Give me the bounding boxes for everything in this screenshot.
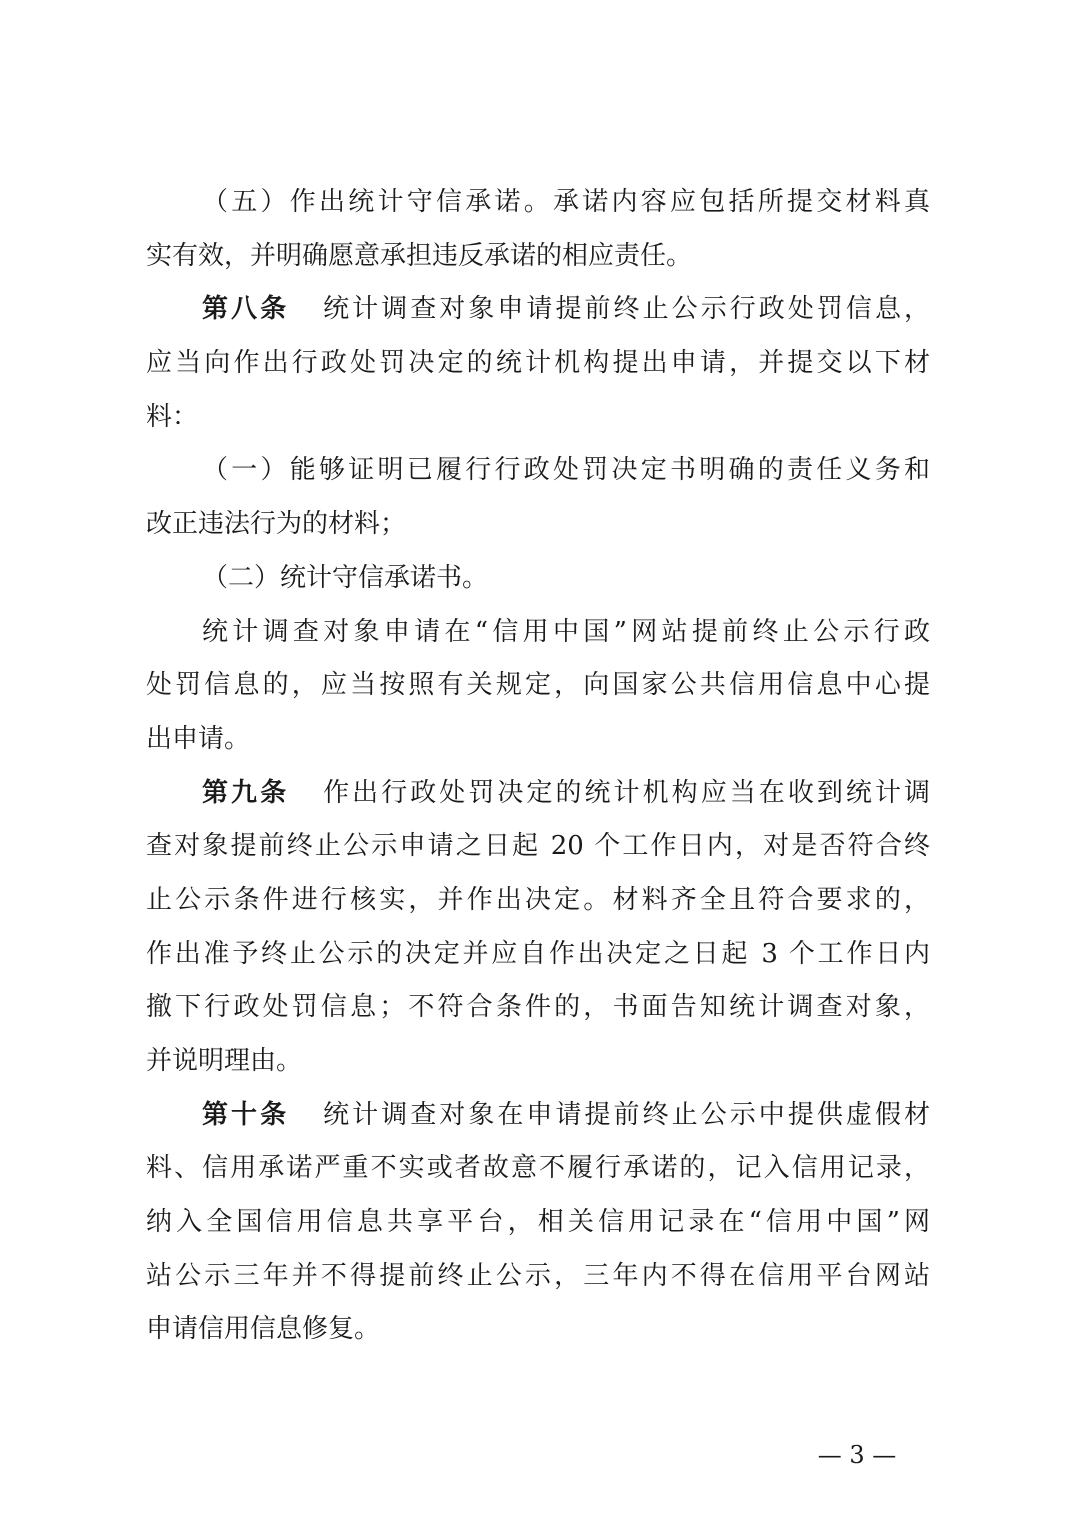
line-text: （二）统计守信承诺书。 [202, 562, 489, 593]
text-line [146, 1303, 930, 1357]
line-text: （一）能够证明已履行行政处罚决定书明确的责任义务和 [202, 455, 930, 486]
text-line [146, 659, 930, 713]
text-line [146, 767, 930, 821]
text-line [146, 498, 930, 552]
text-line [146, 1142, 930, 1196]
page-number: — 3 — [817, 1441, 897, 1469]
line-text: 应当向作出行政处罚决定的统计机构提出申请，并提交以下材 [146, 348, 930, 379]
text-line [146, 444, 930, 498]
line-text: 作出行政处罚决定的统计机构应当在收到统计调 [323, 777, 930, 808]
line-text: 撤下行政处罚信息；不符合条件的，书面告知统计调查对象， [146, 992, 930, 1023]
line-text: 止公示条件进行核实，并作出决定。材料齐全且符合要求的， [146, 884, 930, 915]
line-text: 料： [146, 401, 199, 432]
text-line [146, 1089, 930, 1143]
document-body [146, 176, 930, 1357]
text-line [146, 337, 930, 391]
line-text: 申请信用信息修复。 [146, 1314, 381, 1345]
line-text: 出申请。 [146, 723, 251, 754]
text-line [146, 552, 930, 606]
line-text: 统计调查对象申请在“信用中国”网站提前终止公示行政 [202, 616, 930, 647]
line-text: 统计调查对象申请提前终止公示行政处罚信息， [323, 294, 930, 325]
text-line [146, 391, 930, 445]
line-text: （五）作出统计守信承诺。承诺内容应包括所提交材料真 [202, 187, 930, 217]
article-heading: 第九条 [202, 777, 290, 808]
line-text: 纳入全国信用信息共享平台，相关信用记录在“信用中国”网 [146, 1207, 930, 1238]
text-line [146, 1196, 930, 1250]
line-text: 统计调查对象在申请提前终止公示中提供虚假材 [323, 1099, 930, 1130]
text-line [146, 230, 930, 284]
line-text: 作出准予终止公示的决定并应自作出决定之日起 3 个工作日内 [146, 938, 930, 969]
article-heading: 第八条 [202, 294, 290, 325]
line-text: 并说明理由。 [146, 1046, 303, 1076]
text-line [146, 606, 930, 660]
line-text: 处罚信息的，应当按照有关规定，向国家公共信用信息中心提 [146, 670, 930, 701]
line-text: 实有效，并明确愿意承担违反承诺的相应责任。 [146, 240, 693, 271]
text-line [146, 928, 930, 982]
line-text: 查对象提前终止公示申请之日起 20 个工作日内，对是否符合终 [146, 831, 930, 862]
line-text: 料、信用承诺严重不实或者故意不履行承诺的，记入信用记录， [146, 1153, 930, 1184]
text-line [146, 713, 930, 767]
text-line [146, 1035, 930, 1089]
text-line [146, 176, 930, 230]
text-line [146, 1250, 930, 1304]
text-line [146, 820, 930, 874]
text-line [146, 283, 930, 337]
text-line [146, 874, 930, 928]
text-line [146, 981, 930, 1035]
line-text: 改正违法行为的材料； [146, 509, 407, 540]
article-heading: 第十条 [202, 1099, 290, 1130]
line-text: 站公示三年并不得提前终止公示，三年内不得在信用平台网站 [146, 1260, 930, 1291]
